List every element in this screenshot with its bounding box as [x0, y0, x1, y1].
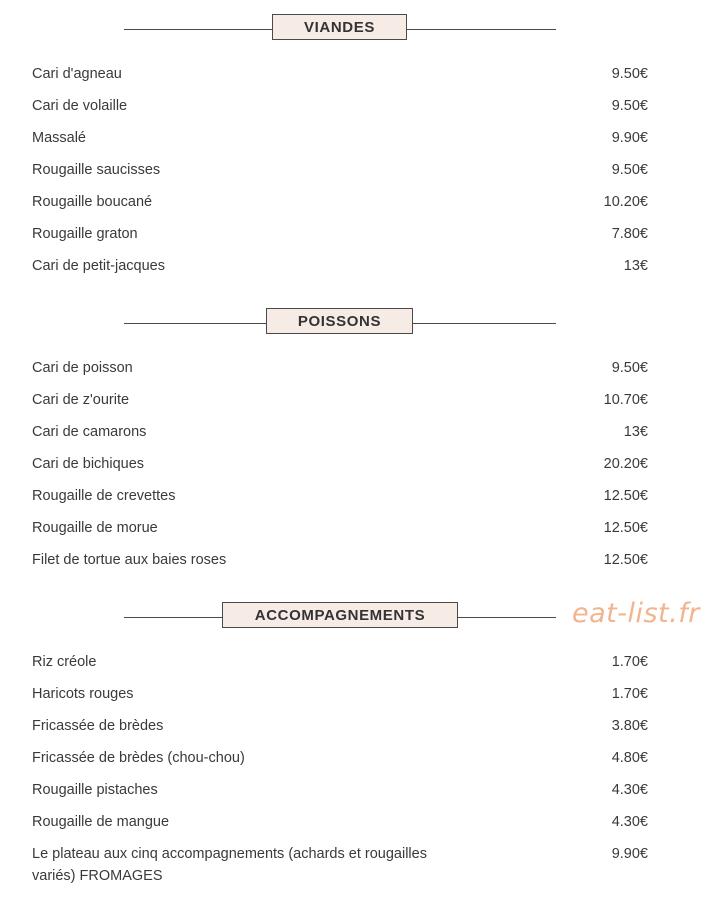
menu-item [32, 683, 648, 715]
menu-item [32, 715, 648, 747]
menu-item [32, 651, 648, 683]
menu-item [32, 517, 648, 549]
item-price: 12.50€ [603, 488, 648, 504]
item-name: Fricassée de brèdes (chou-chou) [32, 750, 245, 766]
item-name: Rougaille de morue [32, 520, 158, 536]
item-name: Rougaille de crevettes [32, 488, 176, 504]
section-title: ACCOMPAGNEMENTS [222, 602, 458, 628]
section-header-viandes [124, 14, 556, 44]
item-price: 9.90€ [611, 846, 648, 862]
item-name: Cari de volaille [32, 98, 128, 114]
item-name: Cari de z'ourite [32, 392, 130, 408]
item-price: 20.20€ [603, 456, 648, 472]
menu-list-viandes [32, 63, 648, 287]
menu-list-poissons [32, 357, 648, 581]
item-price: 9.50€ [611, 66, 648, 82]
menu-item [32, 421, 648, 453]
item-price: 9.90€ [611, 130, 648, 146]
item-name: Cari d'agneau [32, 66, 122, 82]
menu-item [32, 485, 648, 517]
item-price: 10.70€ [603, 392, 648, 408]
item-price: 10.20€ [603, 194, 648, 210]
item-price: 7.80€ [611, 226, 648, 242]
menu-item [32, 811, 648, 843]
item-price: 13€ [623, 424, 648, 440]
menu-item [32, 453, 648, 485]
item-name: Haricots rouges [32, 686, 134, 702]
item-name: Riz créole [32, 654, 97, 670]
menu-item [32, 95, 648, 127]
item-name: Rougaille graton [32, 226, 138, 242]
item-name: Le plateau aux cinq accompagnements (achards et rougailles variés) FROMAGES [32, 846, 427, 884]
item-price: 4.30€ [611, 814, 648, 830]
item-name: Fricassée de brèdes [32, 718, 164, 734]
item-name: Rougaille pistaches [32, 782, 158, 798]
item-name: Cari de bichiques [32, 456, 145, 472]
item-price: 12.50€ [603, 520, 648, 536]
item-price: 9.50€ [611, 98, 648, 114]
item-name: Filet de tortue aux baies roses [32, 552, 227, 568]
item-price: 4.30€ [611, 782, 648, 798]
section-title: VIANDES [272, 14, 407, 40]
menu-item [32, 357, 648, 389]
item-price: 9.50€ [611, 162, 648, 178]
item-price: 13€ [623, 258, 648, 274]
menu-item [32, 255, 648, 287]
menu-item [32, 63, 648, 95]
menu-item [32, 389, 648, 421]
item-price: 9.50€ [611, 360, 648, 376]
item-price: 1.70€ [611, 654, 648, 670]
item-name: Cari de camarons [32, 424, 147, 440]
menu-item [32, 779, 648, 811]
menu-item [32, 223, 648, 255]
item-price: 3.80€ [611, 718, 648, 734]
section-title: POISSONS [266, 308, 413, 334]
item-name: Cari de poisson [32, 360, 133, 376]
item-name: Rougaille de mangue [32, 814, 170, 830]
menu-item [32, 191, 648, 223]
menu-list-accompagnements [32, 651, 648, 889]
item-name: Cari de petit-jacques [32, 258, 165, 274]
watermark-logo: eat-list.fr [572, 598, 700, 629]
item-name: Rougaille saucisses [32, 162, 161, 178]
menu-item [32, 159, 648, 191]
menu-item [32, 127, 648, 159]
item-name: Massalé [32, 130, 86, 146]
menu-item [32, 549, 648, 581]
section-header-poissons [124, 308, 556, 338]
item-price: 1.70€ [611, 686, 648, 702]
item-name: Rougaille boucané [32, 194, 153, 210]
item-price: 4.80€ [611, 750, 648, 766]
menu-item [32, 747, 648, 779]
menu-item [32, 843, 648, 889]
item-price: 12.50€ [603, 552, 648, 568]
section-header-accompagnements [124, 602, 556, 632]
